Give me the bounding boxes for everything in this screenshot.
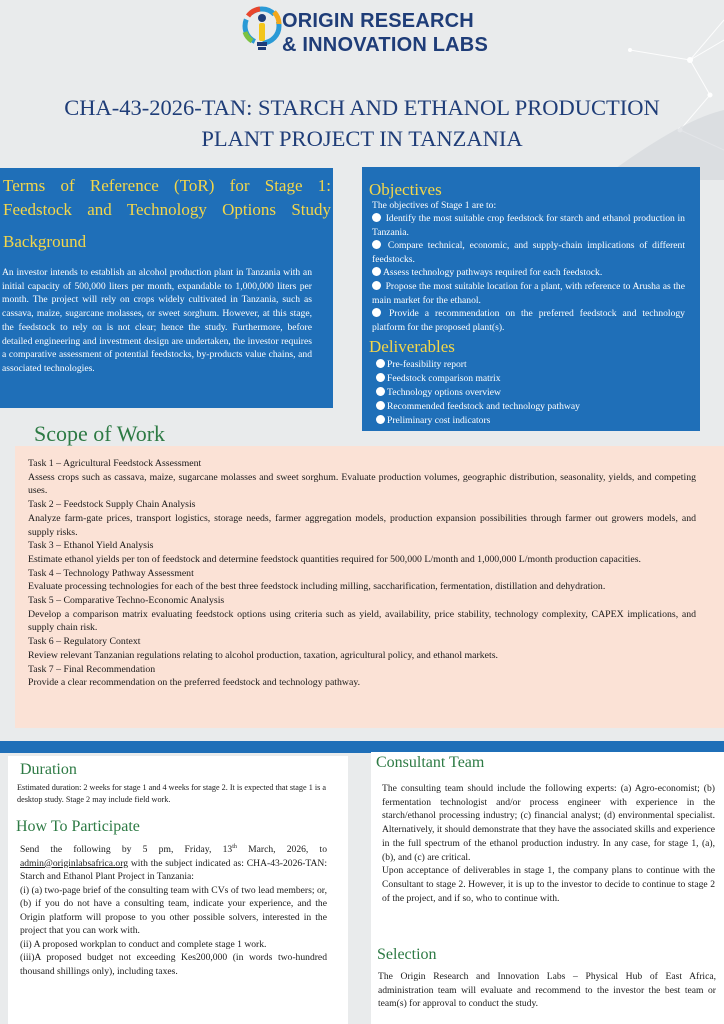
bullet-icon xyxy=(376,373,385,382)
list-item: Assess technology pathways required for each feedstock. xyxy=(372,266,685,280)
tor-heading: Terms of Reference (ToR) for Stage 1: Feedstock and Technology Options Study xyxy=(3,176,331,219)
task-title: Task 1 – Agricultural Feedstock Assessment xyxy=(28,458,202,469)
task-title: Task 5 – Comparative Techno-Economic Analysis xyxy=(28,595,225,607)
task-title: Task 3 – Ethanol Yield Analysis xyxy=(28,540,154,552)
bullet-icon xyxy=(372,267,381,276)
scope-task-list xyxy=(28,457,696,690)
bullet-icon xyxy=(372,240,381,249)
bullet-icon xyxy=(376,387,385,396)
task-text: Estimate ethanol yields per ton of feedstock and determine feedstock quantities required for 500,000 L/month and 1,000,000 L/month production capacities. xyxy=(28,553,641,565)
selection-text: The Origin Research and Innovation Labs – Physical Hub of East Africa, administration team will evaluate and recommend to the investor the best team or team(s) for approval to conduct the study. xyxy=(378,971,716,1010)
task-text: Analyze farm-gate prices, transport logistics, storage needs, farmer aggregation models, production expansion possibilities through farmer out growers models, and supply risks. xyxy=(28,512,696,538)
list-item: Technology options overview xyxy=(376,386,580,400)
selection-heading: Selection xyxy=(377,946,437,963)
task-title: Task 4 – Technology Pathway Assessment xyxy=(28,567,194,579)
list-item: Feedstock comparison matrix xyxy=(376,372,580,386)
list-item: Compare technical, economic, and supply-chain implications of different feedstocks. xyxy=(372,240,685,265)
task-title: Task 6 – Regulatory Context xyxy=(28,636,141,648)
participate-item: (ii) A proposed workplan to conduct and complete stage 1 work. xyxy=(20,938,267,950)
scope-heading: Scope of Work xyxy=(34,421,166,446)
list-item: Propose the most suitable location for a plant, with reference to Arusha as the main market for the ethanol. xyxy=(372,280,685,306)
duration-text: Estimated duration: 2 weeks for stage 1 and 4 weeks for stage 2. It is expected that stage 1 is a desktop study. Stage 2 may include field work. xyxy=(17,783,326,804)
task-text: Review relevant Tanzanian regulations relating to alcohol production, taxation, agricultural policy, and ethanol markets. xyxy=(28,649,498,661)
list-item: Preliminary cost indicators xyxy=(376,414,580,428)
list-item: Pre-feasibility report xyxy=(376,358,580,372)
objectives-heading: Objectives xyxy=(369,180,442,199)
bullet-icon xyxy=(372,308,381,317)
bullet-icon xyxy=(372,281,381,290)
participate-text xyxy=(20,841,327,978)
consultant-paragraph: Upon acceptance of deliverables in stage 1, the company plans to continue with the Consultant to stage 2. However, it is up to the investor to decide to continue to stage 2 of the project, and if so, who to continue with. xyxy=(382,865,715,904)
list-item: Identify the most suitable crop feedstock for starch and ethanol production in Tanzania. xyxy=(372,213,685,238)
bullet-icon xyxy=(376,401,385,410)
bullet-icon xyxy=(372,213,381,222)
objectives-list xyxy=(372,212,685,334)
background-heading: Background xyxy=(3,232,87,251)
brand-name-line1: ORIGIN RESEARCH xyxy=(282,10,474,32)
duration-heading: Duration xyxy=(20,761,77,778)
task-text: Develop a comparison matrix evaluating feedstock options using criteria such as yield, availability, price stability, technology complexity, CAPEX implications, and supply chain risk. xyxy=(28,608,696,634)
task-title: Task 7 – Final Recommendation xyxy=(28,663,156,675)
consultant-paragraph: The consulting team should include the following experts: (a) Agro-economist; (b) fermentation technologist and/or process engineer with experience in the starch/ethanol processing industry; (c) financial analyst; (d) environmental specialist. Alternatively, it should demonstrate that they have the associated skills and experience in the full spectrum of the ethanol production industry. In any case, for stage 1, (a), (b), and (c) are critical. xyxy=(382,783,715,863)
task-text: Assess crops such as cassava, maize, sugarcane molasses and sweet sorghum. Evaluate production volumes, geographic distribution, seasonality, yields, and competing uses. xyxy=(28,471,696,497)
list-item: Provide a recommendation on the preferred feedstock and technology platform for the proposed plant(s). xyxy=(372,308,685,333)
list-item: Recommended feedstock and technology pathway xyxy=(376,400,580,414)
participate-item: (iii)A proposed budget not exceeding Kes200,000 (in words two-hundred thousand shillings only), including taxes. xyxy=(20,952,327,977)
background-text: An investor intends to establish an alcohol production plant in Tanzania with an initial capacity of 500,000 liters per month, expandable to 1,000,000 liters per month. The project will rely on crops widely cultivated in Tanzania, such as cassava, maize, sugarcane molasses, or sweet sorghum. However, at this stage, the feedstock to rely on is not clear; hence the study. Furthermore, before detailed engineering and investment design are undertaken, the investor requires a comparative assessment of potential feedstocks, by-products value chains, and associated technologies. xyxy=(2,267,312,374)
brand-name-line2: & INNOVATION LABS xyxy=(282,34,488,56)
lightbulb-logo-icon xyxy=(240,4,284,60)
task-title: Task 2 – Feedstock Supply Chain Analysis xyxy=(28,499,196,511)
consultant-text xyxy=(382,782,715,905)
consultant-heading: Consultant Team xyxy=(376,754,485,771)
deliverables-heading: Deliverables xyxy=(369,337,455,356)
objectives-intro: The objectives of Stage 1 are to: xyxy=(372,200,497,211)
deliverables-list xyxy=(376,358,580,428)
participate-heading: How To Participate xyxy=(16,818,140,835)
task-text: Evaluate processing technologies for each of the best three feedstock including milling, saccharification, fermentation, distillation and dehydration. xyxy=(28,581,606,593)
bullet-icon xyxy=(376,359,385,368)
email-link[interactable]: admin@originlabsafrica.org xyxy=(20,857,129,869)
participate-item: (i) (a) two-page brief of the consulting team with CVs of two lead members; or, (b) if you do not have a consulting team, indicate your experience, and the Origin platform will propose to you other possible solvers, interested in the project that you can work with. xyxy=(20,884,327,937)
bullet-icon xyxy=(376,415,385,424)
task-text: Provide a clear recommendation on the preferred feedstock and technology pathway. xyxy=(28,677,361,689)
page-title: CHA-43-2026-TAN: STARCH AND ETHANOL PRODUCTION PLANT PROJECT IN TANZANIA xyxy=(64,95,660,151)
participate-intro: Send the following by 5 pm, Friday, 13th March, 2026, to admin@originlabsafrica.org with the subject indicated as: CHA-43-2026-TAN: Starch and Ethanol Plant Project in Tanzania: xyxy=(20,844,328,883)
